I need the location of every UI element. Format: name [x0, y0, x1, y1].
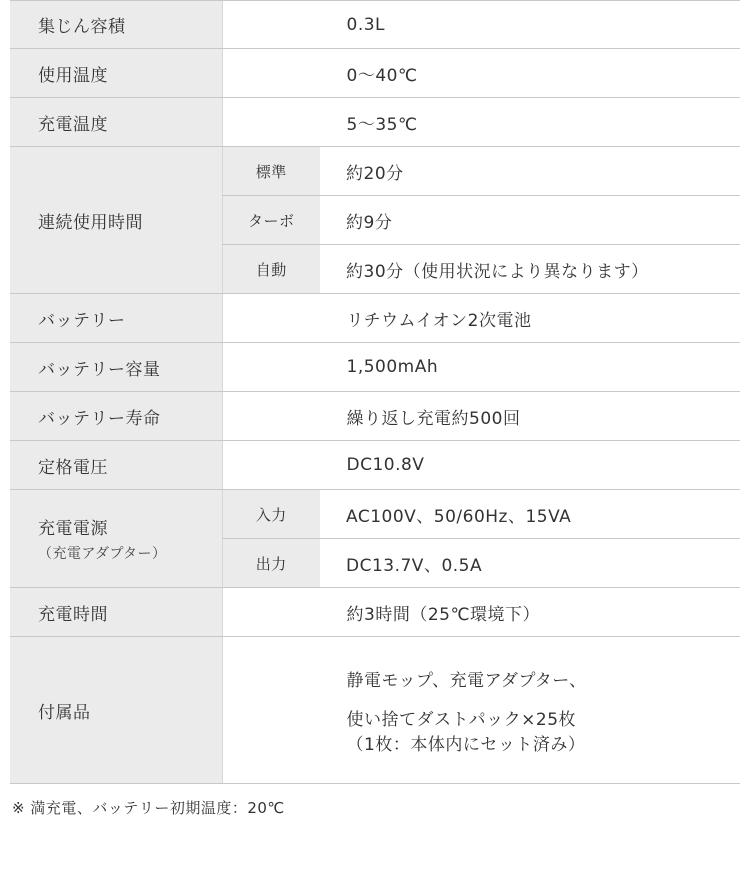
- spec-value: DC13.7V、0.5A: [320, 539, 740, 588]
- spec-label: 充電時間: [10, 588, 222, 637]
- spec-sublabel: ターボ: [222, 196, 320, 245]
- spec-label: 付属品: [10, 637, 222, 784]
- spec-sublabel: 標準: [222, 147, 320, 196]
- spec-row-dust-capacity: [10, 1, 740, 49]
- spec-value: 1,500mAh: [222, 343, 740, 392]
- spec-value: 5〜35℃: [222, 98, 740, 147]
- spec-row-accessories: [10, 637, 740, 784]
- spec-value: 約20分: [320, 147, 740, 196]
- spec-row-battery-capacity: [10, 343, 740, 392]
- spec-label-note: （充電アダプター）: [38, 546, 167, 562]
- spec-row-charge-time: [10, 588, 740, 637]
- spec-row-use-temp: [10, 49, 740, 98]
- spec-label: バッテリー: [10, 294, 222, 343]
- spec-label: バッテリー容量: [10, 343, 222, 392]
- spec-row-runtime-standard: [10, 147, 740, 196]
- accessory-line: 静電モップ、充電アダプター、: [346, 670, 587, 691]
- spec-value-group: [222, 637, 740, 784]
- spec-table: [10, 0, 740, 784]
- spec-sublabel: 自動: [222, 245, 320, 294]
- spec-label: 充電電源: [38, 519, 108, 539]
- spec-value: 0〜40℃: [222, 49, 740, 98]
- spec-value: DC10.8V: [222, 441, 740, 490]
- spec-value: リチウムイオン2次電池: [222, 294, 740, 343]
- spec-label: バッテリー寿命: [10, 392, 222, 441]
- accessory-line: 使い捨てダストパック×25枚: [346, 709, 577, 730]
- spec-value: 繰り返し充電約500回: [222, 392, 740, 441]
- spec-label: 充電温度: [10, 98, 222, 147]
- spec-value: 約30分（使用状況により異なります）: [320, 245, 740, 294]
- footnote: ※ 満充電、バッテリー初期温度：20℃: [12, 799, 285, 817]
- spec-row-battery-life: [10, 392, 740, 441]
- spec-value: 約3時間（25℃環境下）: [222, 588, 740, 637]
- spec-row-charge-temp: [10, 98, 740, 147]
- spec-label: 使用温度: [10, 49, 222, 98]
- spec-value: 約9分: [320, 196, 740, 245]
- spec-row-rated-voltage: [10, 441, 740, 490]
- spec-label-group: [10, 490, 222, 588]
- spec-sublabel: 入力: [222, 490, 320, 539]
- spec-value: AC100V、50/60Hz、15VA: [320, 490, 740, 539]
- spec-label: 定格電圧: [10, 441, 222, 490]
- spec-row-power-input: [10, 490, 740, 539]
- spec-sublabel: 出力: [222, 539, 320, 588]
- spec-label: 連続使用時間: [10, 147, 222, 294]
- spec-row-battery: [10, 294, 740, 343]
- spec-label: 集じん容積: [10, 1, 222, 49]
- spec-value: 0.3L: [222, 1, 740, 49]
- accessory-line: （1枚：本体内にセット済み）: [346, 734, 586, 755]
